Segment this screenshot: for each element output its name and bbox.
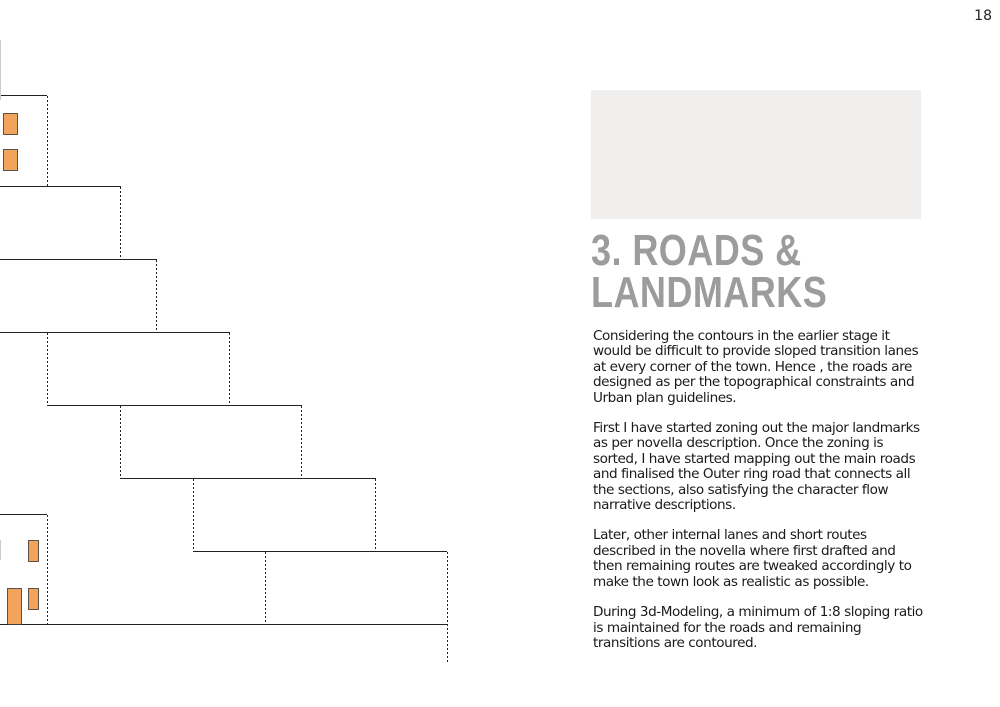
body-text [593,329,925,666]
building-block [29,589,39,610]
building-block [4,114,18,135]
building-block [8,589,22,625]
building-block [4,150,18,171]
title-line-1: 3. ROADS & [591,226,802,275]
title-line-2: LANDMARKS [591,268,828,317]
section-title [591,226,886,317]
paragraph: First I have started zoning out the major landmarks as per novella description. Once the zoning is sorted, I have started mapping out the main roads and finalised the Outer ring road that connects all the sections, also satisfying the character flow narrative descriptions. [593,420,920,514]
stepped-section-diagram [0,0,470,707]
paragraph: Later, other internal lanes and short routes described in the novella where first drafted and then remaining routes are tweaked accordingly to make the town look as realistic as possible. [593,527,912,590]
image-placeholder [591,90,921,219]
page-number: 18 [974,8,992,24]
paragraph: During 3d-Modeling, a minimum of 1:8 sloping ratio is maintained for the roads and remaining transitions are contoured. [593,604,923,651]
building-block [29,541,39,562]
paragraph: Considering the contours in the earlier stage it would be difficult to provide sloped transition lanes at every corner of the town. Hence , the roads are designed as per the topographical constraints and Urban plan guidelines. [593,328,919,406]
